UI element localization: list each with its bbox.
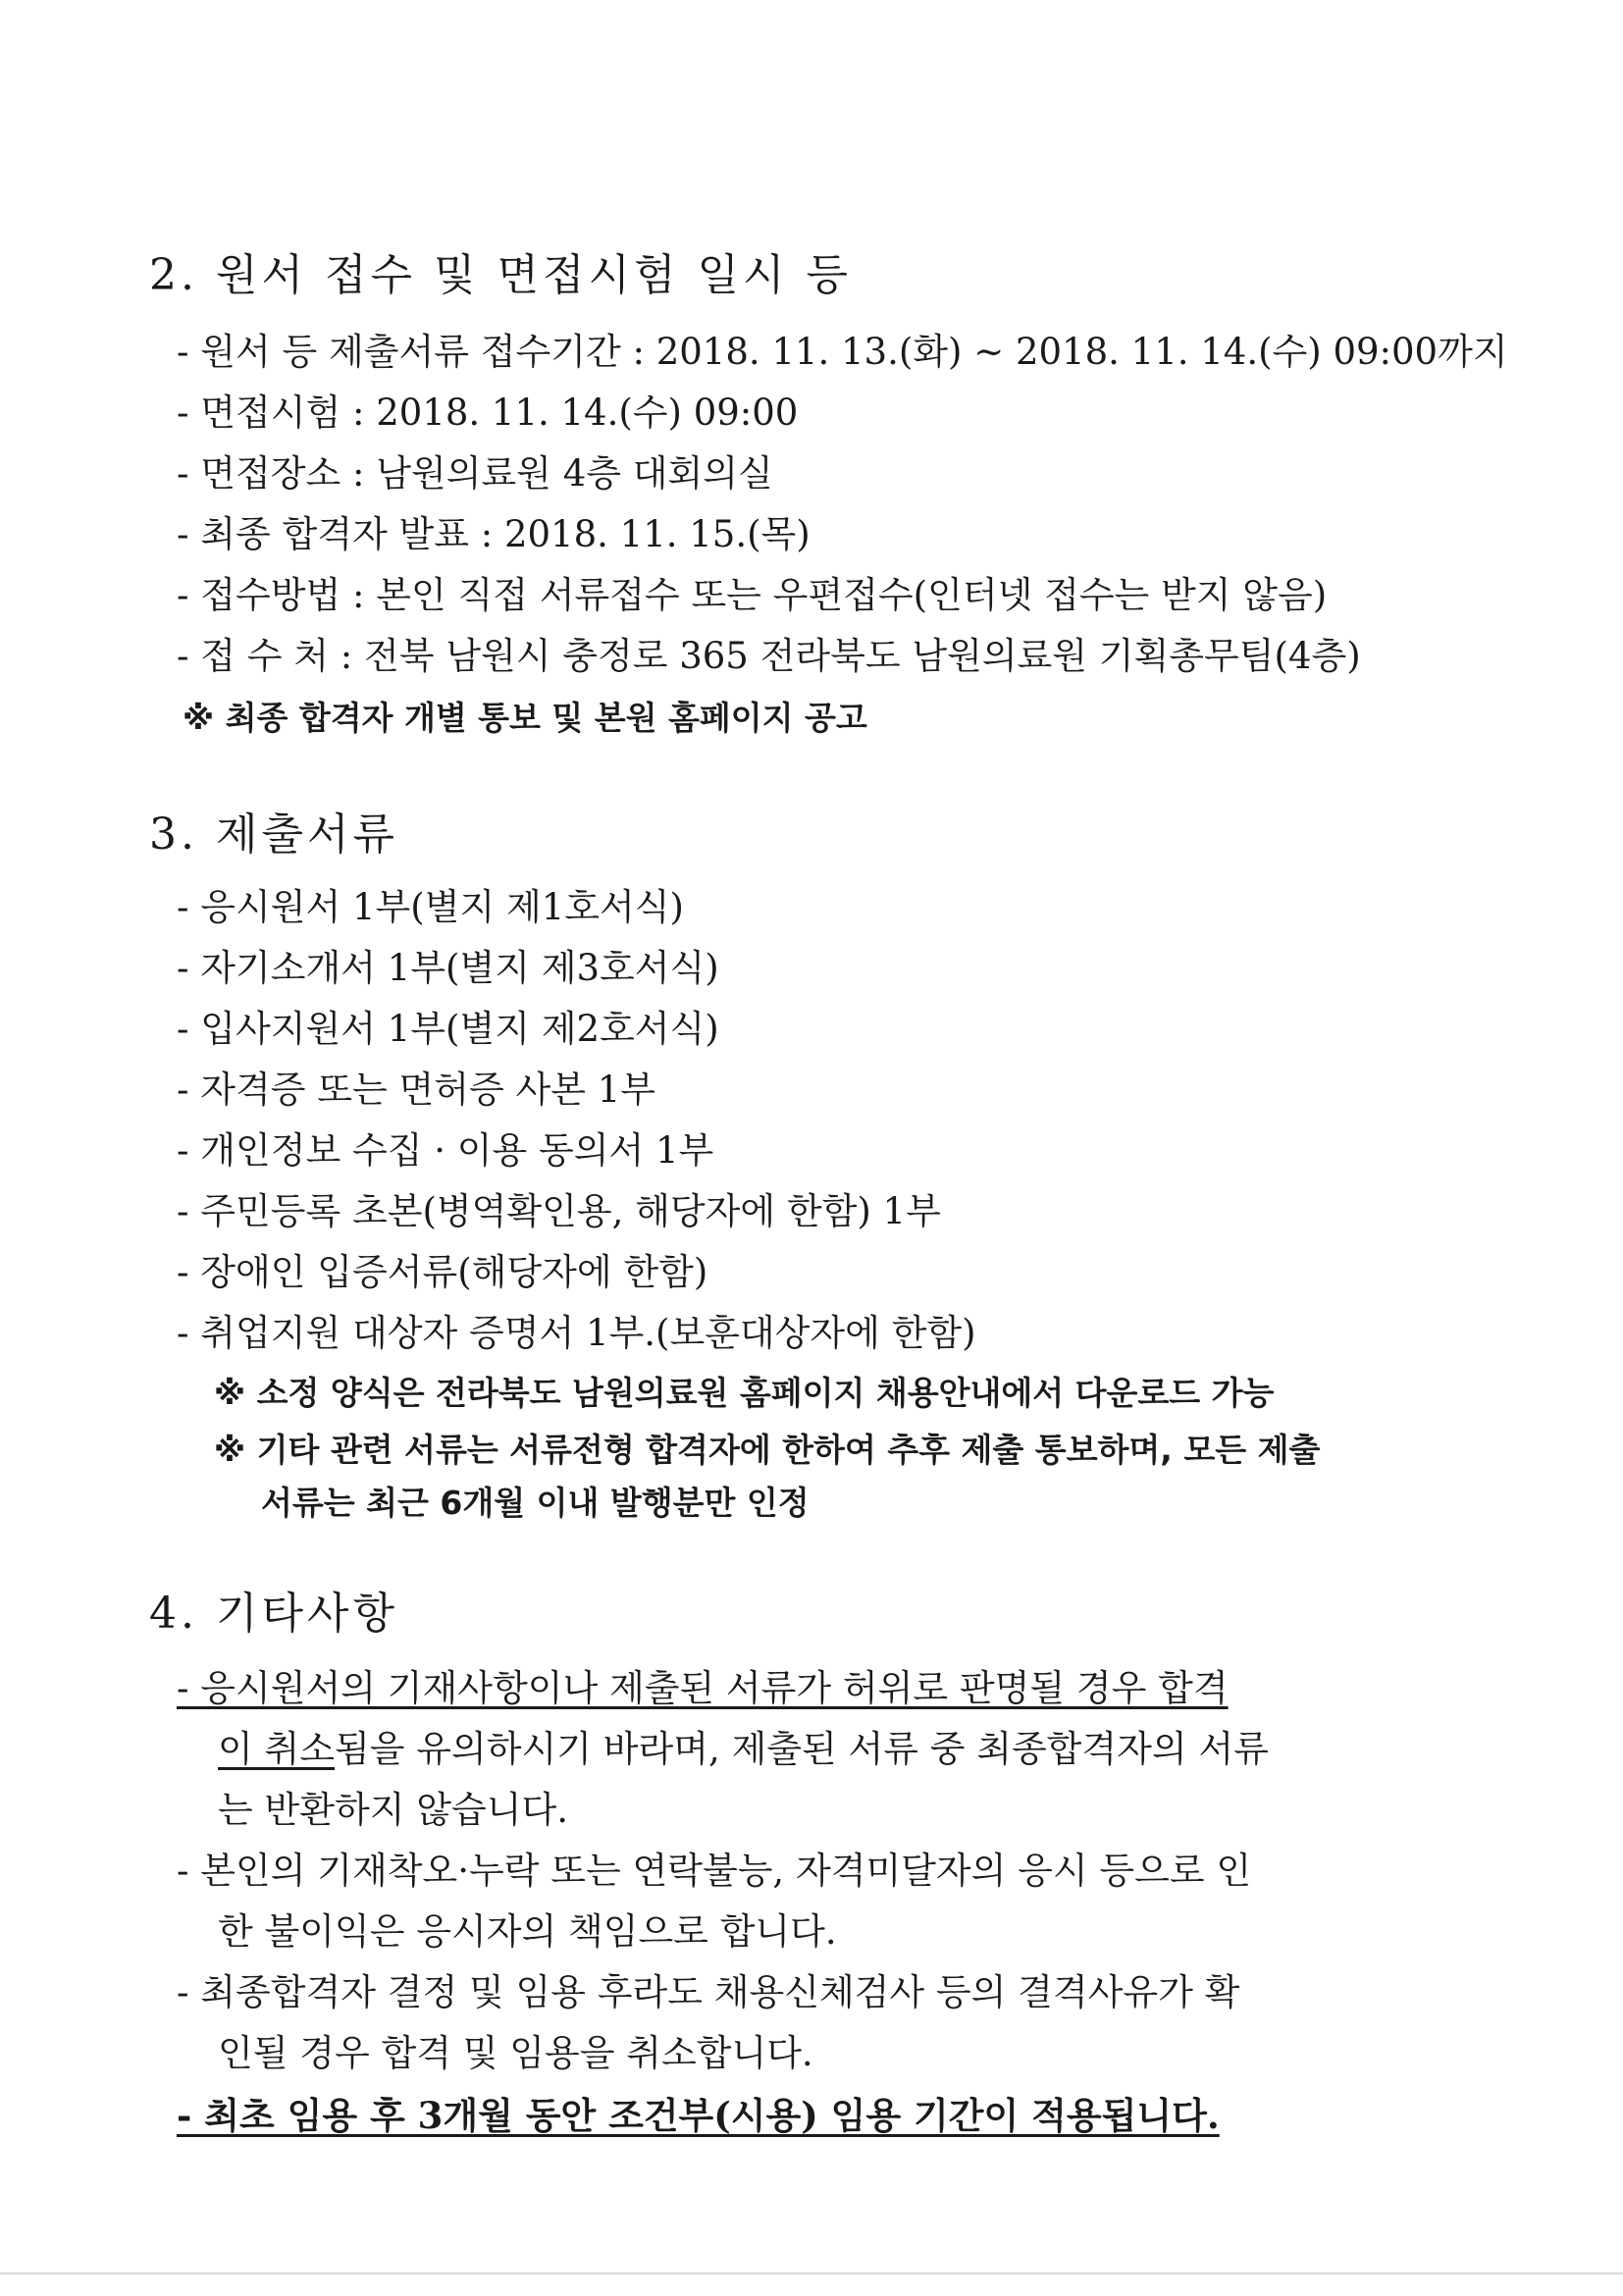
- notice-text: ※ 최종 합격자 개별 통보 및 본원 홈페이지 공고: [183, 699, 867, 737]
- list-item: - 본인의 기재착오·누락 또는 연락불능, 자격미달자의 응시 등으로 인: [177, 1850, 1252, 1892]
- section-heading: 3. 제출서류: [149, 809, 398, 860]
- notice-text: ※ 소정 양식은 전라북도 남원의료원 홈페이지 채용안내에서 다운로드 가능: [214, 1374, 1275, 1412]
- list-item: - 최종합격자 결정 및 임용 후라도 채용신체검사 등의 결격사유가 확: [177, 1971, 1240, 2013]
- list-item-continuation: 한 불이익은 응시자의 책임으로 합니다.: [218, 1910, 837, 1953]
- list-item: - 접 수 처 : 전북 남원시 충정로 365 전라북도 남원의료원 기획총무팀(4층): [177, 635, 1361, 677]
- list-item: - 원서 등 제출서류 접수기간 : 2018. 11. 13.(화) ~ 2018. 11. 14.(수) 09:00까지: [177, 331, 1508, 373]
- list-item: - 응시원서의 기재사항이나 제출된 서류가 허위로 판명될 경우 합격: [177, 1667, 1229, 1709]
- section-heading: 4. 기타사항: [149, 1589, 398, 1639]
- list-item-continuation: [218, 1719, 1269, 1772]
- list-item: - 입사지원서 1부(별지 제2호서식): [177, 1008, 719, 1050]
- list-item: - 최초 임용 후 3개월 동안 조건부(시용) 임용 기간이 적용됩니다.: [177, 2094, 1220, 2137]
- underlined-text: 이 취소: [218, 1728, 335, 1770]
- list-item: - 접수방법 : 본인 직접 서류접수 또는 우편접수(인터넷 접수는 받지 않음): [177, 574, 1328, 616]
- list-item: - 응시원서 1부(별지 제1호서식): [177, 886, 684, 928]
- plain-text: 됨을 유의하시기 바라며, 제출된 서류 중 최종합격자의 서류: [335, 1728, 1269, 1770]
- notice-text: ※ 기타 관련 서류는 서류전형 합격자에 한하여 추후 제출 통보하며, 모든 제출: [214, 1431, 1321, 1469]
- scan-edge-divider: [0, 2272, 1623, 2274]
- list-item-continuation: 는 반환하지 않습니다.: [218, 1789, 568, 1831]
- list-item: - 자기소개서 1부(별지 제3호서식): [177, 947, 719, 989]
- list-item: - 주민등록 초본(병역확인용, 해당자에 한함) 1부: [177, 1190, 941, 1232]
- list-item: - 면접장소 : 남원의료원 4층 대회의실: [177, 452, 773, 495]
- list-item: - 자격증 또는 면허증 사본 1부: [177, 1069, 656, 1111]
- list-item: - 개인정보 수집 · 이용 동의서 1부: [177, 1129, 714, 1172]
- notice-text: 서류는 최근 6개월 이내 발행분만 인정: [261, 1484, 810, 1522]
- list-item: - 장애인 입증서류(해당자에 한함): [177, 1251, 708, 1293]
- section-heading: 2. 원서 접수 및 면접시험 일시 등: [149, 250, 852, 300]
- list-item: - 취업지원 대상자 증명서 1부.(보훈대상자에 한함): [177, 1312, 976, 1354]
- list-item: - 면접시험 : 2018. 11. 14.(수) 09:00: [177, 391, 799, 434]
- list-item-continuation: 인될 경우 합격 및 임용을 취소합니다.: [218, 2032, 813, 2074]
- list-item: - 최종 합격자 발표 : 2018. 11. 15.(목): [177, 513, 811, 555]
